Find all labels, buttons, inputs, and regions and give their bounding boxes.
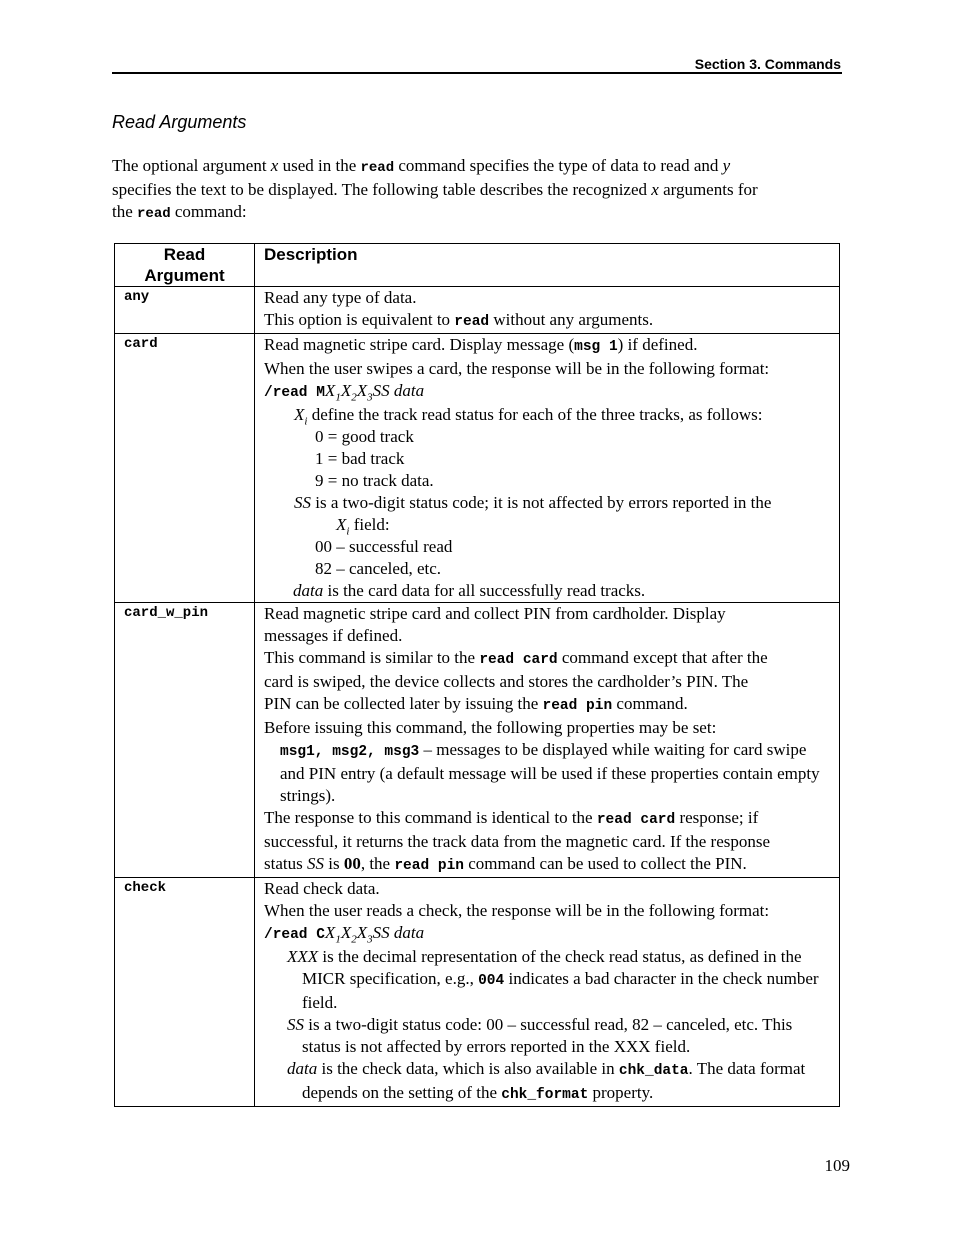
- argument-description: [255, 878, 840, 1107]
- argument-name: card_w_pin: [115, 603, 255, 878]
- description-line: Before issuing this command, the following properties may be set:: [264, 718, 717, 737]
- intro-paragraph: [112, 155, 842, 225]
- table-row: [115, 287, 840, 334]
- intro-command: read: [360, 160, 395, 176]
- status-value: 0 = good track: [315, 427, 414, 446]
- response-format: /read $CX_1X_2X_3SS$ data: [264, 923, 425, 946]
- table-row: [115, 878, 840, 1107]
- table-header-row: [115, 244, 840, 287]
- description-line: This command is similar to the read card command except that after the: [264, 648, 768, 668]
- properties-note: msg1, msg2, msg3 – messages to be displayed while waiting for card swipe and PIN entry (a default message will be used if these properties contain empty strings).: [280, 740, 820, 805]
- description-line: messages if defined.: [264, 626, 403, 645]
- intro-text: used in the: [278, 156, 361, 175]
- intro-text: The optional argument: [112, 156, 271, 175]
- status-value: 9 = no track data.: [315, 471, 434, 490]
- status-value: 00 – successful read: [315, 537, 453, 556]
- description-line: This option is equivalent to read without any arguments.: [264, 310, 654, 330]
- description-line: XXX is the decimal representation of the check read status, as defined in the MICR specification, e.g., 004 indicates a bad character in the check number field.: [287, 947, 819, 1012]
- response-format: /read $MX_1X_2X_3SS$ data: [264, 381, 425, 404]
- description-line: data is the check data, which is also available in chk_data. The data format depends on the setting of the chk_format property.: [287, 1059, 806, 1103]
- argument-name: card: [115, 334, 255, 603]
- description-line: When the user reads a check, the response will be in the following format:: [264, 901, 770, 920]
- table-row: [115, 603, 840, 878]
- column-header-argument: Read Argument: [115, 244, 255, 287]
- intro-command: read: [137, 206, 171, 222]
- page-number: 109: [824, 1156, 850, 1175]
- column-header-description: Description: [255, 244, 840, 287]
- intro-x: x: [651, 180, 659, 199]
- intro-y: y: [722, 156, 731, 175]
- intro-text: specifies the text to be displayed. The following table describes the recognized: [112, 180, 652, 199]
- description-line: Read check data.: [264, 879, 380, 898]
- running-header: Section 3. Commands: [694, 56, 841, 72]
- description-line: PIN can be collected later by issuing the read pin command.: [264, 694, 688, 714]
- argument-name: any: [115, 287, 255, 334]
- intro-text: command specifies the type of data to read and: [394, 156, 723, 175]
- description-line: status SS is 00, the read pin command can be used to collect the PIN.: [264, 854, 747, 874]
- description-line: Read magnetic stripe card. Display message (msg 1) if defined.: [264, 335, 698, 355]
- intro-x: x: [270, 156, 279, 175]
- description-line: card is swiped, the device collects and stores the cardholder’s PIN. The: [264, 672, 749, 691]
- status-value: 1 = bad track: [315, 449, 405, 468]
- argument-description: [255, 334, 840, 603]
- section-subheading: Read Arguments: [112, 112, 247, 132]
- description-line: successful, it returns the track data from the magnetic card. If the response: [264, 832, 771, 851]
- header-rule: [112, 72, 842, 74]
- argument-name: check: [115, 878, 255, 1107]
- description-line: $X_i$ define the track read status for each of the three tracks, as follows:: [294, 405, 763, 428]
- argument-description: [255, 287, 840, 334]
- read-arguments-table: [114, 243, 840, 1107]
- description-line: Read any type of data.: [264, 288, 417, 307]
- description-line: The response to this command is identical to the read card response; if: [264, 808, 759, 828]
- intro-text: the: [112, 202, 138, 221]
- status-value: 82 – canceled, etc.: [315, 559, 442, 578]
- description-line: Read magnetic stripe card and collect PIN from cardholder. Display: [264, 604, 726, 623]
- intro-text: arguments for: [658, 180, 758, 199]
- description-line: SS is a two-digit status code; it is not affected by errors reported in the: [294, 493, 772, 512]
- intro-text: command:: [170, 202, 247, 221]
- description-line: When the user swipes a card, the response will be in the following format:: [264, 359, 770, 378]
- description-line: $X_i$ field:: [336, 515, 390, 538]
- description-line: data is the card data for all successfully read tracks.: [293, 581, 646, 600]
- argument-description: [255, 603, 840, 878]
- table-row: [115, 334, 840, 603]
- description-line: SS is a two-digit status code: 00 – successful read, 82 – canceled, etc. This status is not affected by errors reported in the XXX field.: [287, 1015, 793, 1056]
